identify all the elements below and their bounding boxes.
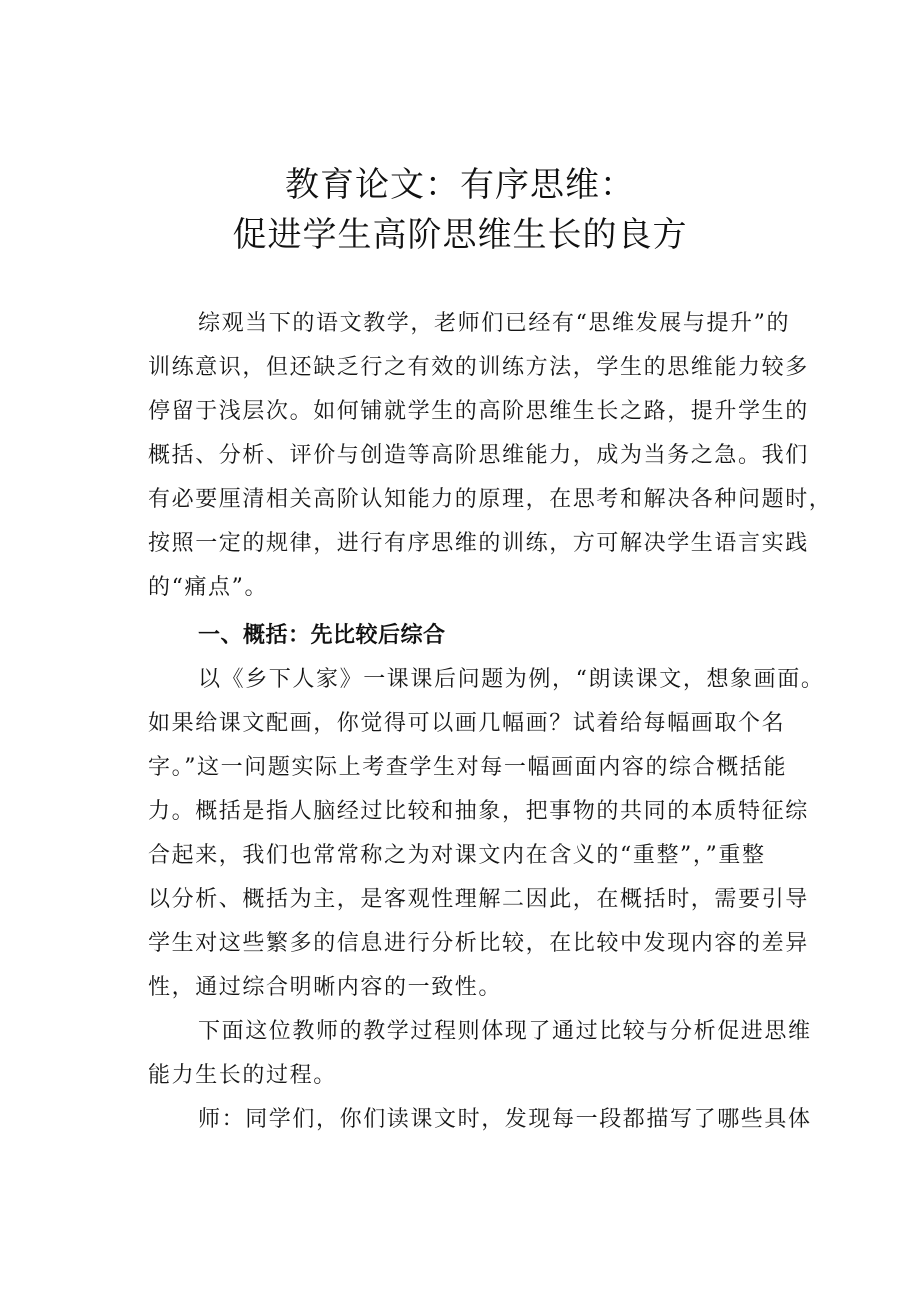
text-line: 综观当下的语文教学，老师们已经有“思维发展与提升”的 [198,311,791,336]
section-heading: 一、概括：先比较后综合 [198,623,446,648]
text-line: 按照一定的规律，进行有序思维的训练，方可解决学生语言实践 [148,531,809,556]
text-line: 概括、分析、评价与创造等高阶思维能力，成为当务之急。我们 [148,443,809,468]
paragraph-transition [148,1010,812,1098]
text-line: 有必要厘清相关高阶认知能力的原理，在思考和解决各种问题时， [148,487,833,512]
text-line: 性，通过综合明晰内容的一致性。 [148,975,503,1000]
document-title [0,160,920,260]
title-line-1: 教育论文：有序思维： [285,165,635,205]
text-line: 停留于浅层次。如何铺就学生的高阶思维生长之路，提升学生的 [148,399,809,424]
text-line: 字。”这一问题实际上考查学生对每一幅画面内容的综合概括能 [148,755,788,780]
text-line: 学生对这些繁多的信息进行分析比较，在比较中发现内容的差异 [148,931,809,956]
paragraph-intro [148,302,833,610]
document-body [148,302,833,1142]
text-line: 的“痛点”。 [148,575,269,600]
text-line: 以分析、概括为主，是客观性理解二因此，在概括时，需要引导 [148,887,809,912]
text-line: 力。概括是指人脑经过比较和抽象，把事物的共同的本质特征综 [148,799,809,824]
text-line: 能力生长的过程。 [148,1063,337,1088]
text-line: 训练意识，但还缺乏行之有效的训练方法，学生的思维能力较多 [148,355,809,380]
title-line-2: 促进学生高阶思维生长的良方 [232,215,688,255]
paragraph-example [148,658,825,1010]
paragraph-dialogue [148,1098,812,1142]
text-line: 以《乡下人家》一课课后问题为例，“朗读课文，想象画面。 [198,667,825,692]
text-line: 师：同学们，你们读课文时，发现每一段都描写了哪些具体 [198,1107,812,1132]
text-line: 合起来，我们也常常称之为对课文内在含义的“重整”，”重整 [148,843,766,868]
text-line: 如果给课文配画，你觉得可以画几幅画？试着给每幅画取个名 [148,711,786,736]
text-line: 下面这位教师的教学过程则体现了通过比较与分析促进思维 [198,1019,812,1044]
